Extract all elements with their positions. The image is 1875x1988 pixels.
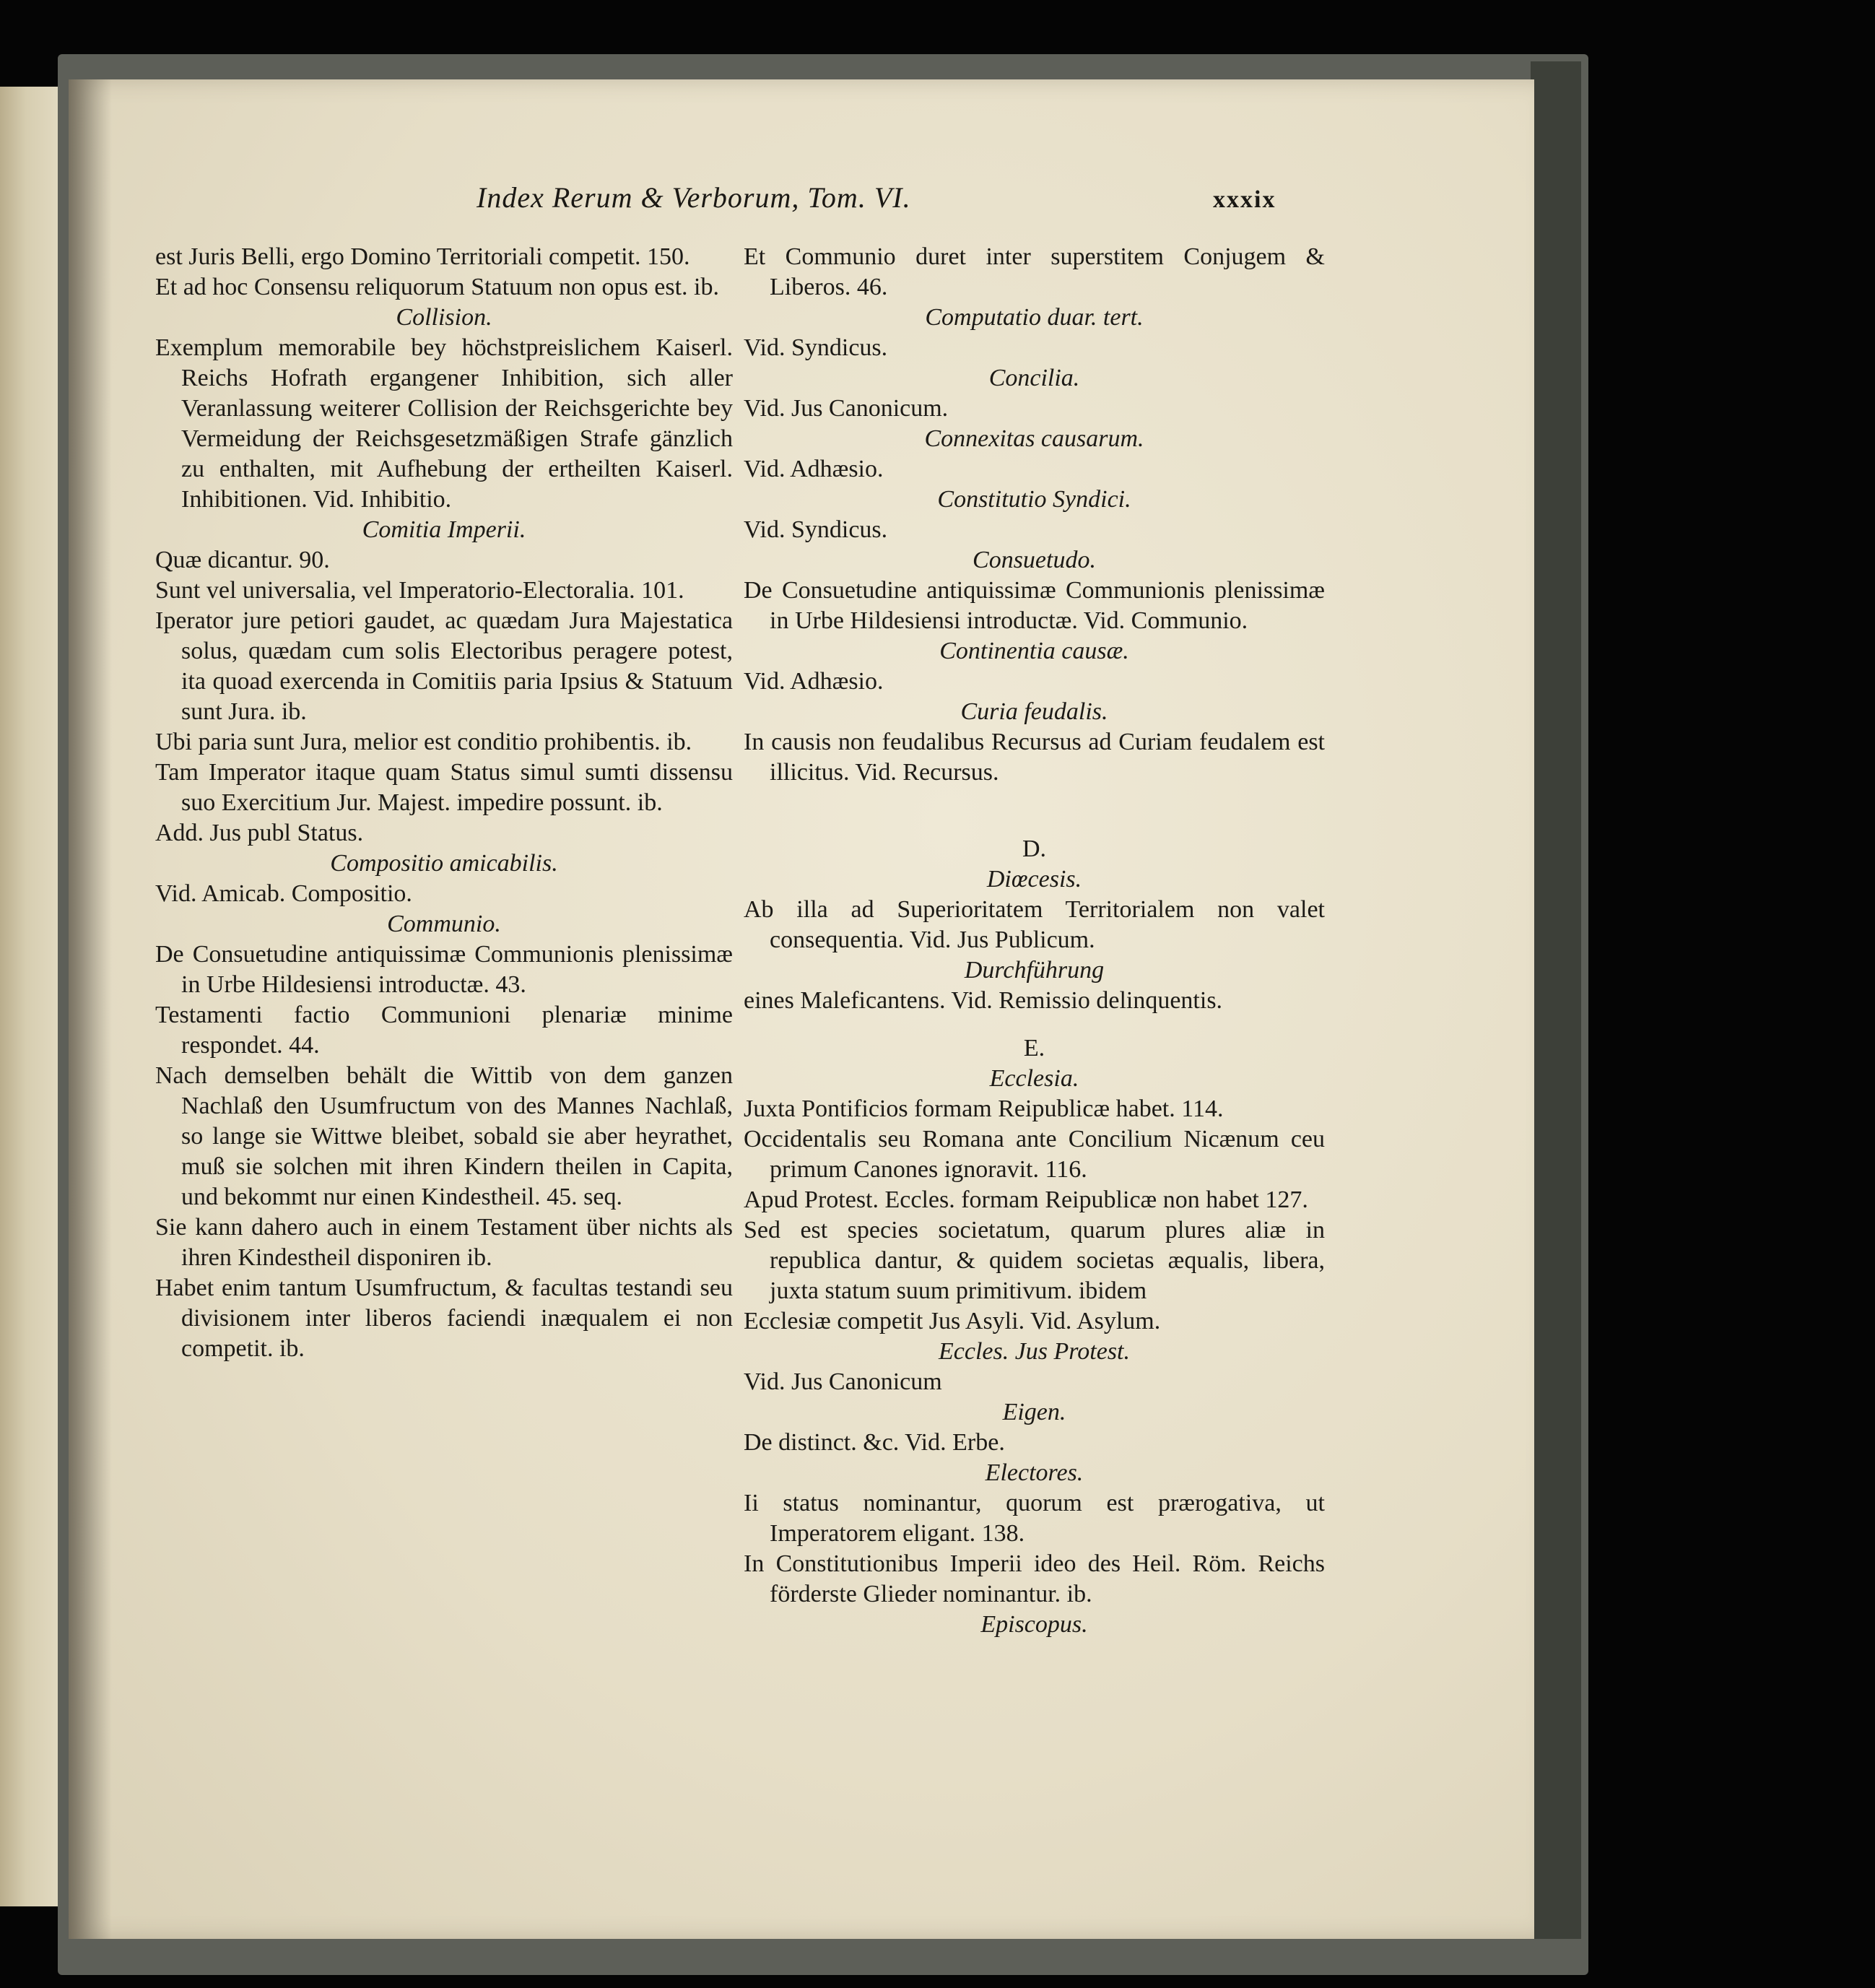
index-entry: In Constitutionibus Imperii ideo des Heil. Röm. Reichs förderste Glieder nominantur. ib. bbox=[744, 1550, 1325, 1607]
index-entry: Iperator jure petiori gaudet, ac quædam Jura Majestatica solus, quædam cum solis Electoribus peragere potest, ita quoad exercenda in Comitiis paria Ipsius & Statuum sunt Jura. ib. bbox=[155, 607, 733, 725]
index-heading: Ecclesia. bbox=[989, 1065, 1079, 1092]
index-entry: Ab illa ad Superioritatem Territorialem non valet consequentia. Vid. Jus Publicum. bbox=[744, 896, 1325, 953]
index-entry: De Consuetudine antiquissimæ Communionis plenissimæ in Urbe Hildesiensi introductæ. Vid. Communio. bbox=[744, 577, 1325, 634]
index-entry: Juxta Pontificios formam Reipublicæ habet. 114. bbox=[744, 1095, 1224, 1122]
index-heading: Continentia causæ. bbox=[939, 638, 1129, 664]
index-entry: Habet enim tantum Usumfructum, & facultas testandi seu divisionem inter liberos faciendi inæqualem ei non competit. ib. bbox=[155, 1275, 733, 1362]
index-entry: Vid. Adhæsio. bbox=[744, 456, 884, 482]
gutter-shadow bbox=[69, 79, 112, 1939]
index-heading: Episcopus. bbox=[980, 1611, 1088, 1638]
index-entry: Sunt vel universalia, vel Imperatorio-Electoralia. 101. bbox=[155, 577, 684, 604]
index-entry: Vid. Adhæsio. bbox=[744, 668, 884, 695]
column-spacer bbox=[744, 788, 1325, 817]
index-heading: Durchführung bbox=[964, 957, 1105, 984]
index-entry: Ii status nominantur, quorum est prærogativa, ut Imperatorem eligant. 138. bbox=[744, 1490, 1325, 1547]
index-entry: Ubi paria sunt Jura, melior est conditio prohibentis. ib. bbox=[155, 729, 692, 755]
section-letter: E. bbox=[1023, 1035, 1045, 1062]
index-entry: Vid. Jus Canonicum bbox=[744, 1368, 942, 1395]
index-entry: In causis non feudalibus Recursus ad Curiam feudalem est illicitus. Vid. Recursus. bbox=[744, 729, 1325, 786]
book-spine-edge bbox=[1531, 61, 1581, 1939]
running-title: Index Rerum & Verborum, Tom. VI. bbox=[477, 181, 911, 214]
index-heading: Comitia Imperii. bbox=[362, 516, 526, 543]
index-heading: Connexitas causarum. bbox=[924, 425, 1144, 452]
index-heading: Diœcesis. bbox=[986, 866, 1082, 893]
index-entry: eines Maleficantens. Vid. Remissio delinquentis. bbox=[744, 987, 1223, 1014]
page-number: xxxix bbox=[1213, 186, 1276, 213]
index-entry: est Juris Belli, ergo Domino Territoriali competit. 150. bbox=[155, 243, 690, 270]
index-entry: Quæ dicantur. 90. bbox=[155, 547, 330, 573]
index-entry: Occidentalis seu Romana ante Concilium Nicænum ceu primum Canones ignoravit. 116. bbox=[744, 1126, 1325, 1183]
index-entry: De Consuetudine antiquissimæ Communionis plenissimæ in Urbe Hildesiensi introductæ. 43. bbox=[155, 941, 733, 998]
index-heading: Concilia. bbox=[988, 365, 1080, 391]
index-heading: Electores. bbox=[985, 1459, 1084, 1486]
index-entry: Vid. Syndicus. bbox=[744, 516, 888, 543]
index-heading: Constitutio Syndici. bbox=[937, 486, 1131, 513]
index-entry: Sed est species societatum, quarum plures aliæ in republica dantur, & quidem societas æqualis, libera, juxta statum suum primitivum. ibidem bbox=[744, 1217, 1325, 1304]
index-entry: Et Communio duret inter superstitem Conjugem & Liberos. 46. bbox=[744, 243, 1325, 300]
index-entry: Tam Imperator itaque quam Status simul sumti dissensu suo Exercitium Jur. Majest. impedire possunt. ib. bbox=[155, 759, 733, 816]
left-text-column bbox=[155, 242, 733, 1364]
index-heading: Collision. bbox=[396, 304, 492, 331]
index-heading: Eigen. bbox=[1002, 1399, 1066, 1425]
index-entry: Testamenti factio Communioni plenariæ minime respondet. 44. bbox=[155, 1002, 733, 1059]
index-entry: Nach demselben behält die Wittib von dem ganzen Nachlaß den Usumfructum von des Mannes Nachlaß, so lange sie Wittwe bleibet, sobald sie aber heyrathet, muß sie solchen mit ihren Kindern theilen in Capita, und bekommt nur einen Kindestheil. 45. seq. bbox=[155, 1062, 733, 1210]
index-entry: Exemplum memorabile bey höchstpreislichem Kaiserl. Reichs Hofrath ergangener Inhibition, sich aller Veranlassung weiterer Collision der Reichsgerichte bey Vermeidung der Reichsgesetzmäßigen Strafe gänzlich zu enthalten, mit Aufhebung der ertheilten Kaiserl. Inhibitionen. Vid. Inhibitio. bbox=[155, 334, 733, 513]
index-entry: Vid. Amicab. Compositio. bbox=[155, 880, 412, 907]
facing-page-edge bbox=[0, 87, 65, 1906]
index-heading: Eccles. Jus Protest. bbox=[939, 1338, 1130, 1365]
index-entry: Sie kann dahero auch in einem Testament über nichts als ihren Kindestheil disponiren ib. bbox=[155, 1214, 733, 1271]
index-entry: Ecclesiæ competit Jus Asyli. Vid. Asylum. bbox=[744, 1308, 1161, 1334]
index-heading: Compositio amicabilis. bbox=[330, 850, 558, 877]
index-heading: Computatio duar. tert. bbox=[925, 304, 1144, 331]
index-entry: Apud Protest. Eccles. formam Reipublicæ non habet 127. bbox=[744, 1186, 1308, 1213]
section-letter: D. bbox=[1022, 835, 1047, 862]
index-entry: Vid. Jus Canonicum. bbox=[744, 395, 949, 422]
index-heading: Communio. bbox=[387, 911, 501, 937]
index-entry: Vid. Syndicus. bbox=[744, 334, 888, 361]
index-entry: Add. Jus publ Status. bbox=[155, 820, 364, 846]
index-entry: De distinct. &c. Vid. Erbe. bbox=[744, 1429, 1005, 1456]
index-heading: Curia feudalis. bbox=[960, 698, 1108, 725]
index-heading: Consuetudo. bbox=[973, 547, 1096, 573]
index-entry: Et ad hoc Consensu reliquorum Statuum non opus est. ib. bbox=[155, 274, 719, 300]
right-text-column bbox=[744, 242, 1325, 1640]
